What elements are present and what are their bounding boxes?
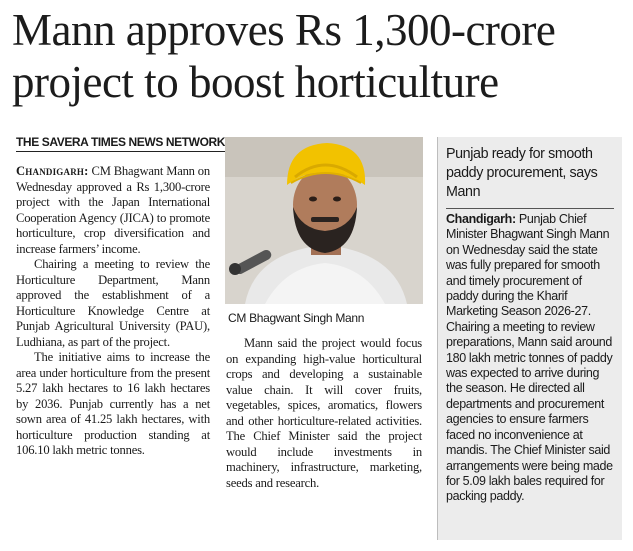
sidebar-body bbox=[446, 212, 614, 505]
article-column-2 bbox=[226, 336, 422, 491]
photo-caption: CM Bhagwant Singh Mann bbox=[228, 311, 365, 325]
portrait-illustration bbox=[225, 137, 423, 304]
sidebar-dateline: Chandigarh: bbox=[446, 212, 516, 226]
article-paragraph: The initiative aims to increase the area under horticulture from the present 5.27 lakh hectares to 16 lakh hectares by 2036. Punjab currently has a net sown area of 41.25 lakh hectares, with horticulture production standing at 106.10 lakh metric tonnes. bbox=[16, 350, 210, 457]
paragraph-text: CM Bhagwant Mann on Wednesday approved a Rs 1,300-crore project with the Japan International Cooperation Agency (JICA) to promote horticulture, crop diversification and increase farmers’ income. bbox=[16, 164, 210, 256]
article-paragraph: Mann said the project would focus on expanding high-value horticultural crops and developing a sustainable value chain. It will cover fruits, vegetables, spices, aromatics, flowers and other horticulture-related activities. The Chief Minister said the project would include investments in machinery, infrastructure, marketing, seeds and research. bbox=[226, 336, 422, 490]
article-paragraph bbox=[16, 164, 210, 257]
headline: Mann approves Rs 1,300-crore project to boost horticulture bbox=[12, 5, 556, 107]
article-column-1 bbox=[16, 164, 210, 459]
sidebar-title: Punjab ready for smooth paddy procurement, says Mann bbox=[446, 145, 614, 209]
sidebar-story bbox=[437, 137, 622, 540]
article-paragraph: Chairing a meeting to review the Horticulture Department, Mann approved the establishment of a Horticulture Knowledge Centre at Punjab Agricultural University (PAU), Ludhiana, as part of the project. bbox=[16, 257, 210, 349]
news-photo bbox=[225, 137, 423, 304]
sidebar-text: Punjab Chief Minister Bhagwant Singh Mann on Wednesday said the state was fully prepared for smooth and timely procurement of paddy during the Kharif Marketing Season 2026-27. Chairing a meeting to review preparations, Mann said around 180 lakh metric tonnes of paddy was expected to arrive during the season. He directed all departments and procurement agencies to ensure farmers faced no inconvenience at mandis. The Chief Minister said arrangements were being made for 5.09 lakh bales required for packing paddy. bbox=[446, 212, 613, 504]
byline: THE SAVERA TIMES NEWS NETWORK bbox=[16, 135, 225, 152]
dateline: Chandigarh: bbox=[16, 164, 89, 178]
